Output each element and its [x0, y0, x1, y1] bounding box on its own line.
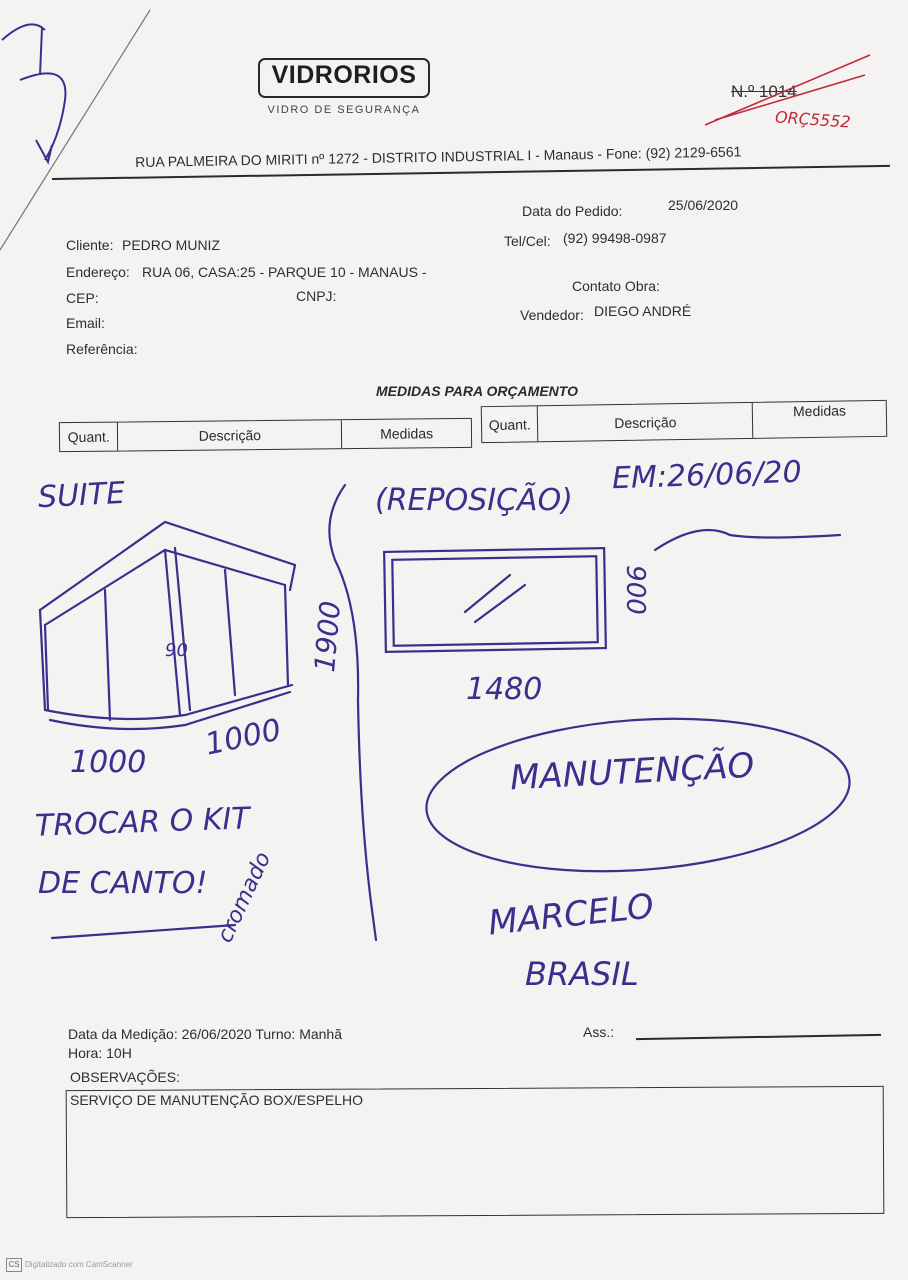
client-value: PEDRO MUNIZ [122, 237, 220, 253]
note-tech-line1: MARCELO [486, 886, 656, 944]
header-description: Descrição [118, 420, 342, 450]
note-tech-line2: BRASIL [525, 955, 639, 993]
header-qty: Quant. [60, 423, 119, 452]
note-suite: SUITE [37, 475, 126, 516]
seller-label: Vendedor: [520, 307, 584, 323]
header-description-2: Descrição [538, 403, 753, 441]
header-measures: Medidas [380, 425, 434, 442]
measurement-date-label: Data da Medição: [68, 1026, 178, 1042]
reference-label: Referência: [66, 341, 138, 357]
scanner-text: Digitalizado com CamScanner [25, 1260, 133, 1269]
note-maintenance: MANUTENÇÃO [509, 745, 756, 799]
note-reposition: (REPOSIÇÃO) [375, 483, 573, 518]
company-address: RUA PALMEIRA DO MIRITI nº 1272 - DISTRITO INDUSTRIAL I - Manaus - Fone: (92) 2129-6561 [135, 143, 742, 170]
hour-value: 10H [106, 1045, 132, 1061]
observations-label: OBSERVAÇÕES: [70, 1069, 180, 1085]
measurement-hour-row [68, 1045, 132, 1061]
note-door-mark: 90 [165, 640, 188, 661]
note-width-1000-a: 1000 [70, 745, 147, 780]
turn-label: Turno: [255, 1026, 296, 1042]
order-number: N.º 1014 [731, 82, 797, 101]
observations-text: SERVIÇO DE MANUTENÇÃO BOX/ESPELHO [70, 1092, 364, 1108]
note-height-900: 900 [619, 565, 650, 615]
address-label: Endereço: [66, 264, 130, 280]
order-date-value: 25/06/2020 [668, 197, 739, 213]
measurement-date-value: 26/06/2020 [181, 1026, 252, 1042]
note-em-date: EM:26/06/20 [611, 454, 803, 497]
seller-value: DIEGO ANDRÉ [594, 303, 692, 319]
phone-label: Tel/Cel: [504, 233, 551, 249]
header-qty-2: Quant. [482, 406, 539, 442]
company-tagline: VIDRO DE SEGURANÇA [267, 104, 421, 116]
client-label: Cliente: [66, 237, 114, 253]
cnpj-label: CNPJ: [296, 288, 337, 304]
measurement-date-row [68, 1026, 342, 1042]
handwritten-order-code: ORÇ5552 [774, 107, 852, 132]
camscanner-icon: CS [6, 1258, 22, 1272]
company-logo: VIDRORIOS [271, 61, 417, 89]
note-cromado: cromado [212, 848, 277, 947]
note-width-1000-b: 1000 [202, 712, 285, 763]
scanner-watermark [6, 1258, 133, 1272]
hour-label: Hora: [68, 1045, 103, 1061]
address-value: RUA 06, CASA:25 - PARQUE 10 - MANAUS - [142, 264, 427, 280]
phone-value: (92) 99498-0987 [563, 230, 667, 246]
hand-sketch [0, 440, 908, 1020]
order-date-label: Data do Pedido: [522, 203, 623, 219]
contact-label: Contato Obra: [572, 278, 660, 294]
header-measures-2: Medidas [792, 402, 847, 420]
section-title: MEDIDAS PARA ORÇAMENTO [376, 383, 578, 399]
note-replace-line2: DE CANTO! [38, 866, 208, 901]
turn-value: Manhã [299, 1026, 342, 1042]
note-replace-line1: TROCAR O KIT [34, 801, 251, 844]
signature-label: Ass.: [583, 1024, 615, 1040]
email-label: Email: [66, 315, 105, 331]
note-height-1900: 1900 [308, 599, 348, 674]
handwritten-corner-marks [0, 0, 160, 260]
signature-line [636, 1034, 881, 1040]
measures-header-right [481, 400, 888, 443]
cep-label: CEP: [66, 290, 99, 306]
note-width-1480: 1480 [466, 672, 543, 707]
